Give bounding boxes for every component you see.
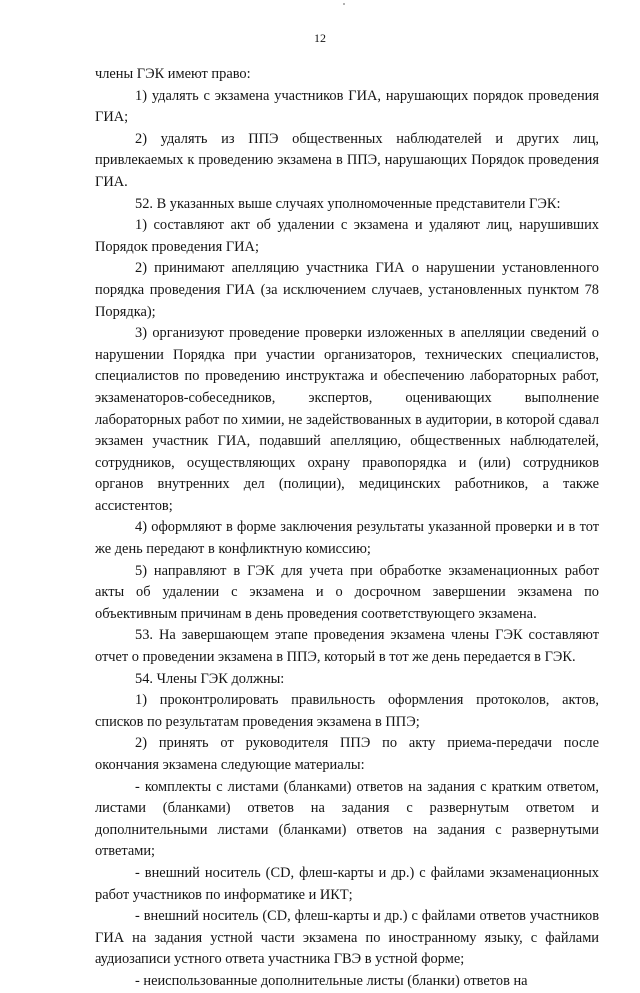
paragraph-52-item-2: 2) принимают апелляцию участника ГИА о нарушении установленного порядка проведения ГИА (за исключением случаев, установленных пунктом 78 Порядка); bbox=[95, 260, 599, 320]
scan-speck bbox=[343, 3, 345, 5]
paragraph-54: 54. Члены ГЭК должны: bbox=[135, 670, 285, 687]
list-item-informatics-media: - внешний носитель (CD, флеш-карты и др.) с файлами экзаменационных работ участников по информатике и ИКТ; bbox=[95, 864, 599, 903]
paragraph-53: 53. На завершающем этапе проведения экзамена члены ГЭК составляют отчет о проведении экзамена в ППЭ, который в тот же день передается в ГЭК. bbox=[95, 627, 599, 666]
paragraph-54-item-1: 1) проконтролировать правильность оформления протоколов, актов, списков по результатам проведения экзамена в ППЭ; bbox=[95, 692, 599, 730]
list-item-foreign-language-media: - внешний носитель (CD, флеш-карты и др.) с файлами ответов участников ГИА на задания устной части экзамена по иностранному языку, с файлами аудиозаписи устного ответа участника ГВЭ в устной форме; bbox=[95, 908, 599, 968]
list-item-unused-sheets: - неиспользованные дополнительные листы (бланки) ответов на bbox=[135, 972, 528, 989]
paragraph-52-item-3: 3) организуют проведение проверки изложенных в апелляции сведений о нарушении Порядка при участии организаторов, технических специалистов, специалистов по проведению инструктажа и обеспечению лабораторных работ, экзаменаторов-собеседников, экспертов, оценивающих выполнение лабораторных работ по химии, не задействованных в аудитории, в которой сдавал экзамен участник ГИА, подавший апелляцию, общественных наблюдателей, сотрудников, осуществляющих охрану правопорядка и (или) сотрудников органов внутренних дел (полиции), медицинских работников, а также ассистентов; bbox=[95, 325, 599, 514]
paragraph-52-item-4: 4) оформляют в форме заключения результаты указанной проверки и в тот же день передают в конфликтную комиссию; bbox=[95, 519, 599, 558]
document-body bbox=[95, 64, 599, 993]
page-number: 12 bbox=[314, 31, 326, 45]
paragraph-right-1: 1) удалять с экзамена участников ГИА, нарушающих порядок проведения ГИА; bbox=[95, 87, 599, 126]
list-item-answer-sheets: - комплекты с листами (бланками) ответов на задания с кратким ответом, листами (бланками) ответов на задания с развернутым ответом и дополнительными листами (бланками) ответов на задания с развернутыми ответами; bbox=[95, 778, 599, 860]
paragraph-gek-rights-intro: члены ГЭК имеют право: bbox=[95, 66, 251, 82]
paragraph-52: 52. В указанных выше случаях уполномоченные представители ГЭК: bbox=[135, 195, 561, 212]
paragraph-right-2: 2) удалять из ППЭ общественных наблюдателей и других лиц, привлекаемых к проведению экзамена в ППЭ, нарушающих Порядок проведения ГИА. bbox=[95, 130, 599, 190]
paragraph-54-item-2: 2) принять от руководителя ППЭ по акту приема-передачи после окончания экзамена следующие материалы: bbox=[95, 735, 599, 773]
paragraph-52-item-1: 1) составляют акт об удалении с экзамена и удаляют лиц, нарушивших Порядок проведения ГИА; bbox=[95, 217, 599, 255]
paragraph-52-item-5: 5) направляют в ГЭК для учета при обработке экзаменационных работ акты об удалении с экзамена и о досрочном завершении экзамена по объективным причинам в день проведения соответствующего экзамена. bbox=[95, 562, 599, 622]
